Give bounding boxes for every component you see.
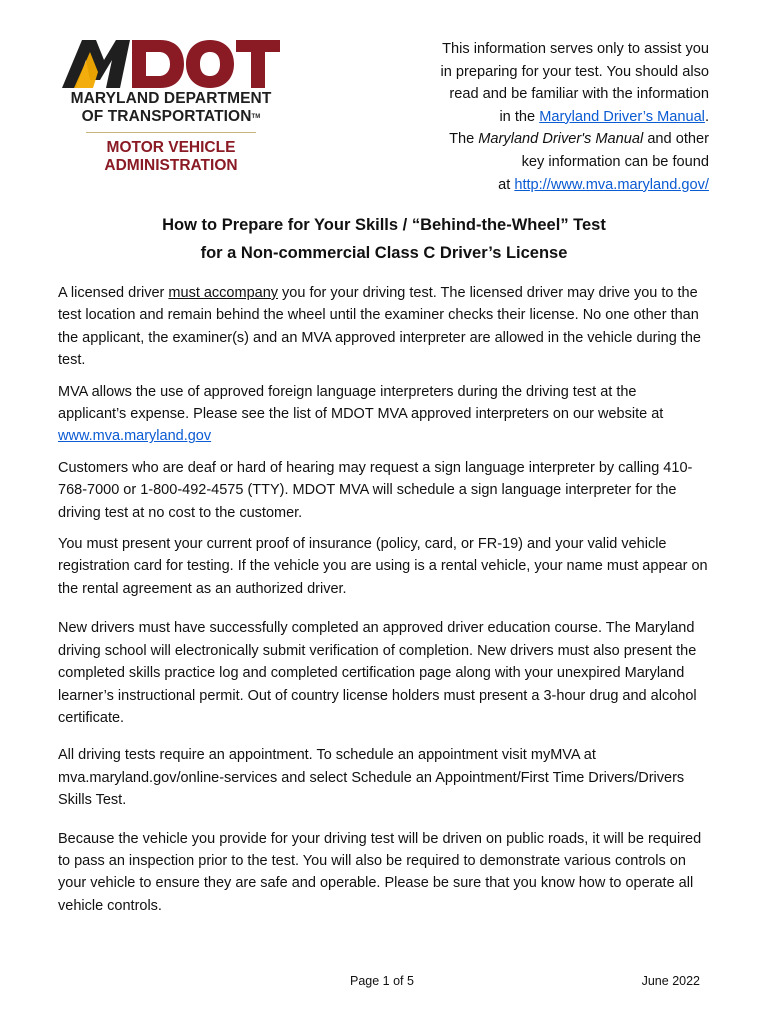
paragraph-sign-language: Customers who are deaf or hard of hearing may request a sign language interpreter by calling 410-768-7000 or 1-800-492-4575 (TTY). MDOT MVA will schedule a sign language interpreter for the driving test at no cost to the customer. <box>58 459 693 521</box>
org-name-line-2 <box>60 108 282 126</box>
org-name-line-2-text: OF TRANSPORTATION <box>81 108 252 125</box>
mdot-logo-mark <box>60 38 282 90</box>
p1-underline: must accompany <box>168 285 279 301</box>
trademark: TM <box>251 114 261 120</box>
agency-name-line-2: ADMINISTRATION <box>104 157 238 174</box>
mva-website-link[interactable]: http://www.mva.maryland.gov/ <box>514 176 709 193</box>
paragraph-vehicle-inspection: Because the vehicle you provide for your driving test will be driven on public roads, it will be required to pass an inspection prior to the test. You will also be required to demonstrate various controls on your vehicle to ensure they are safe and operable. Please be sure that you know how to operate all vehicle controls. <box>58 830 702 914</box>
title-line-1: How to Prepare for Your Skills / “Behind-the-Wheel” Test <box>162 216 606 234</box>
paragraph-insurance: You must present your current proof of insurance (policy, card, or FR-19) and your valid vehicle registration card for testing. If the vehicle you are using is a rental vehicle, your name must appear on the rental agreement as an authorized driver. <box>58 536 708 597</box>
paragraph-new-drivers: New drivers must have successfully completed an approved driver education course. The Maryland driving school will electronically submit verification of completion. New drivers must also present the completed skills practice log and completed certification page along with your unexpired Maryland learner’s instructional permit. Out of country license holders must present a 3-hour drug and alcohol certificate. <box>58 620 697 726</box>
note-line-4 <box>389 106 709 129</box>
title-line-2: for a Non-commercial Class C Driver’s License <box>200 244 568 262</box>
note-line-1: This information serves only to assist you <box>442 41 709 57</box>
p1-pre: A licensed driver <box>58 285 169 301</box>
document-date: June 2022 <box>641 974 700 988</box>
p1-post: you for your driving test. The licensed driver may drive you to the test location and remain behind the wheel until the examiner checks their license. No one other than the applicant, the examiner(s) and an MVA approved interpreter are allowed in the vehicle during the test. <box>58 285 701 369</box>
document-title <box>60 211 708 267</box>
org-name-line-1: MARYLAND DEPARTMENT <box>70 90 272 107</box>
agency-name-line-1: MOTOR VEHICLE <box>106 139 236 156</box>
page-number: Page 1 of 5 <box>350 974 414 988</box>
note-line-7-pre: at <box>498 176 515 193</box>
drivers-manual-link[interactable]: Maryland Driver’s Manual <box>539 108 705 125</box>
logo-divider <box>86 132 256 133</box>
note-line-4-post: . <box>704 108 709 125</box>
note-line-4-pre: in the <box>499 108 540 125</box>
note-line-5-pre: The <box>449 131 479 148</box>
note-line-6: key information can be found <box>521 153 709 170</box>
paragraph-interpreters <box>58 381 708 448</box>
note-line-5 <box>389 128 709 151</box>
header-note <box>389 38 709 196</box>
note-line-7 <box>389 174 709 197</box>
p2-text: MVA allows the use of approved foreign language interpreters during the driving test at the applicant’s expense. Please see the list of MDOT MVA approved interpreters on our website at <box>58 383 664 423</box>
note-line-2: in preparing for your test. You should also <box>440 63 709 80</box>
mva-website-body-link[interactable]: www.mva.maryland.gov <box>58 428 212 445</box>
note-line-5-post: and other <box>643 131 709 148</box>
paragraph-appointment: All driving tests require an appointment. To schedule an appointment visit myMVA at mva.maryland.gov/online-services and select Schedule an Appointment/First Time Drivers/Drivers Skills Test. <box>58 747 685 809</box>
manual-title-italic: Maryland Driver's Manual <box>478 131 644 148</box>
paragraph-licensed-driver <box>58 282 708 372</box>
document-body <box>58 282 708 926</box>
note-line-3: read and be familiar with the information <box>449 86 709 103</box>
mdot-mva-logo <box>60 38 282 180</box>
